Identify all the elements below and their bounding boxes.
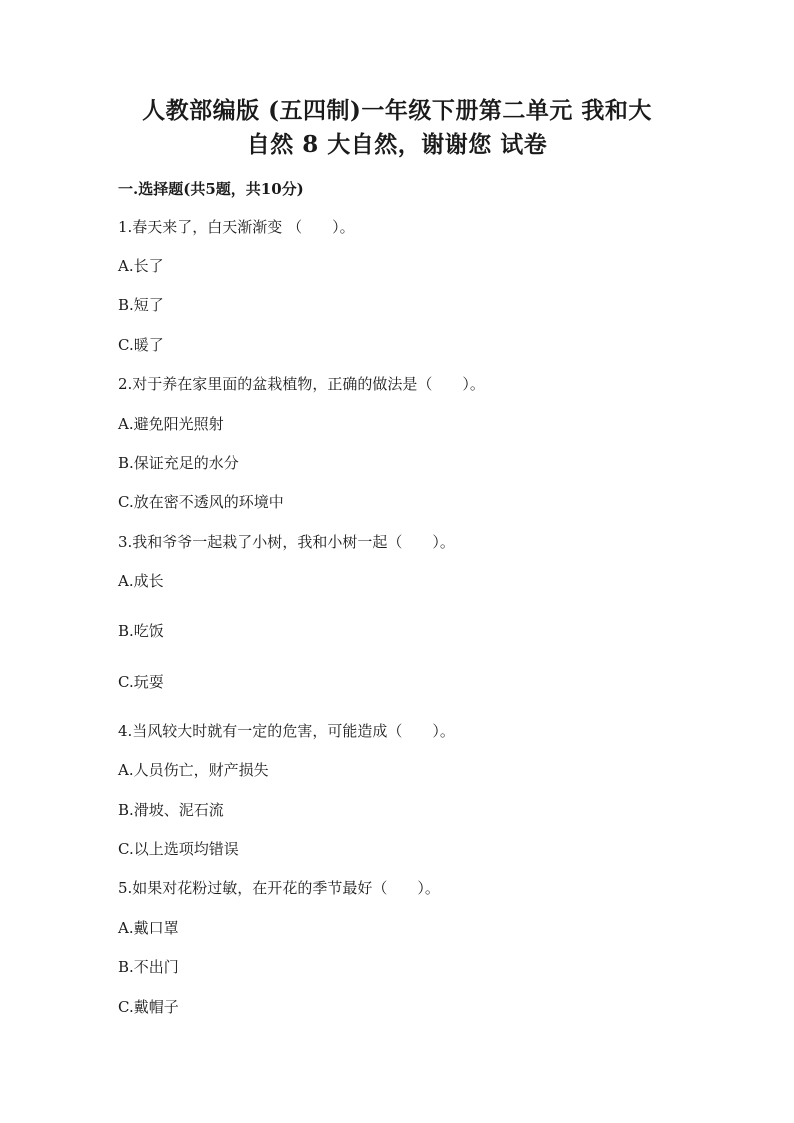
exam-title	[100, 94, 694, 162]
question-1-option-a[interactable]: A.长了	[118, 257, 164, 275]
question-2-option-c[interactable]: C.放在密不透风的环境中	[118, 493, 284, 511]
question-5-option-b[interactable]: B.不出门	[118, 958, 179, 976]
question-1-option-b[interactable]: B.短了	[118, 296, 164, 314]
question-4-option-c[interactable]: C.以上选项均错误	[118, 840, 239, 858]
question-1-option-c[interactable]: C.暖了	[118, 336, 164, 354]
question-5-stem: 5.如果对花粉过敏，在开花的季节最好（ ）。	[118, 879, 440, 897]
question-5-option-c[interactable]: C.戴帽子	[118, 998, 179, 1016]
exam-title-line-2: 自然 8 大自然，谢谢您 试卷	[246, 131, 548, 158]
question-3-stem: 3.我和爷爷一起栽了小树，我和小树一起（ ）。	[118, 533, 455, 551]
question-4-option-a[interactable]: A.人员伤亡，财产损失	[118, 761, 269, 779]
question-3-option-a[interactable]: A.成长	[118, 572, 164, 590]
question-2-stem: 2.对于养在家里面的盆栽植物，正确的做法是（ ）。	[118, 375, 485, 393]
question-4-option-b[interactable]: B.滑坡、泥石流	[118, 801, 224, 819]
question-5-option-a[interactable]: A.戴口罩	[118, 919, 179, 937]
question-2-option-a[interactable]: A.避免阳光照射	[118, 415, 224, 433]
question-2-option-b[interactable]: B.保证充足的水分	[118, 454, 239, 472]
question-3-option-c[interactable]: C.玩耍	[118, 673, 164, 691]
section-heading: 一.选择题(共5题，共10分)	[118, 180, 304, 198]
question-1-stem: 1.春天来了，白天渐渐变 （ ）。	[118, 218, 355, 236]
question-3-option-b[interactable]: B.吃饭	[118, 622, 164, 640]
exam-title-line-1: 人教部编版 (五四制)一年级下册第二单元 我和大	[142, 97, 652, 124]
question-4-stem: 4.当风较大时就有一定的危害，可能造成（ ）。	[118, 722, 455, 740]
